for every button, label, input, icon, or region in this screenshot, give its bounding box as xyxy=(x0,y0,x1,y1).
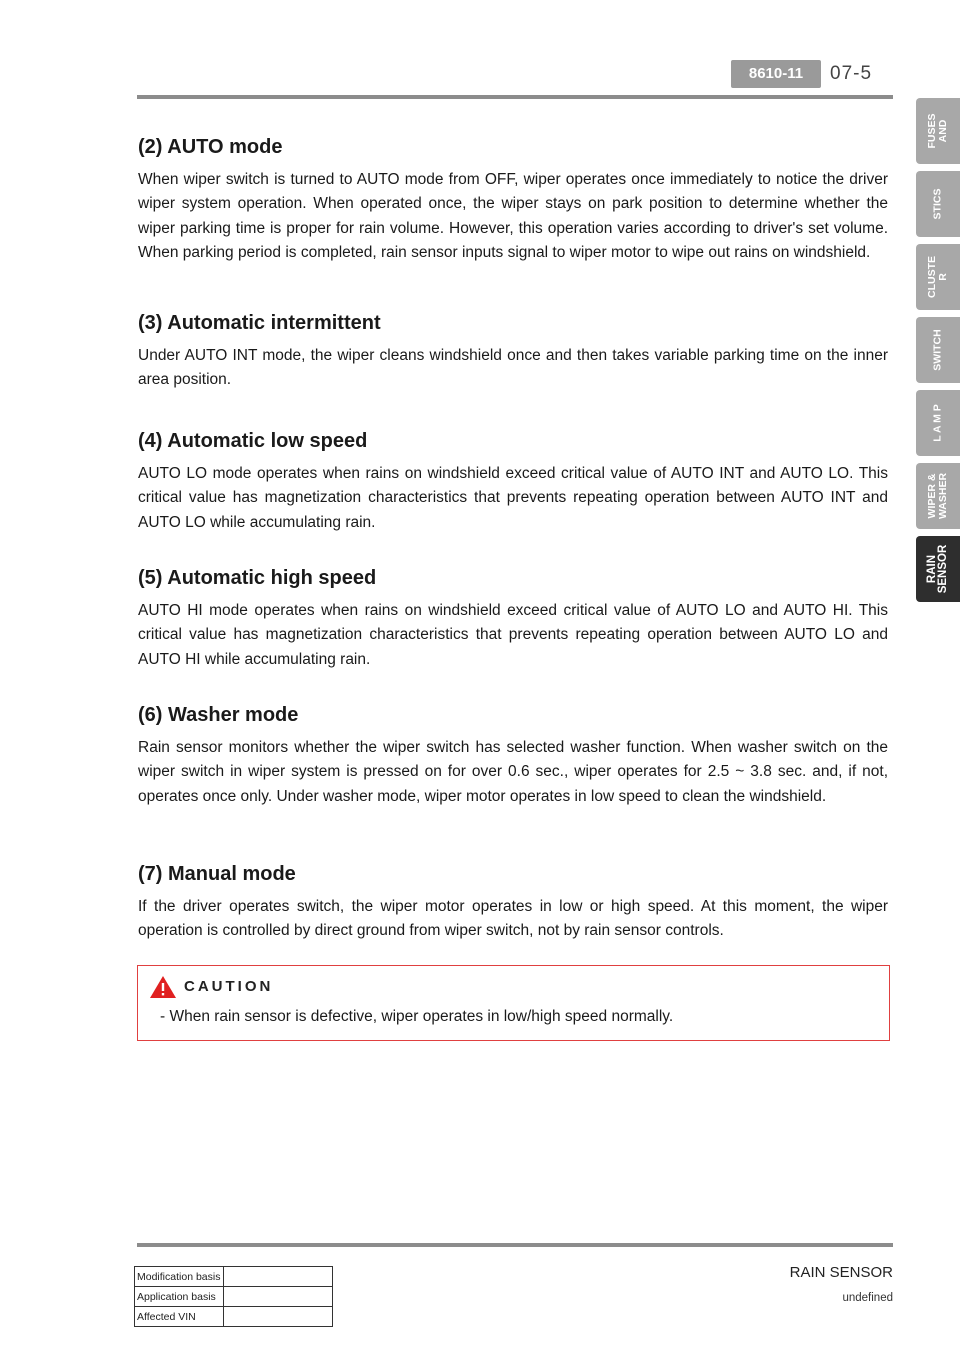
table-row xyxy=(135,1267,333,1287)
bottom-divider xyxy=(137,1243,893,1247)
table-cell-value xyxy=(224,1307,333,1327)
caution-box xyxy=(137,965,890,1041)
table-row xyxy=(135,1287,333,1307)
tab-label: WIPER & WASHER xyxy=(926,472,949,520)
section-automatic-low-speed xyxy=(138,428,888,535)
section-title: (6) Washer mode xyxy=(138,704,299,726)
section-auto-mode xyxy=(138,134,888,265)
table-cell-value xyxy=(224,1267,333,1287)
caution-item: - When rain sensor is defective, wiper operates in low/high speed normally. xyxy=(160,1008,674,1025)
section-washer-mode xyxy=(138,702,888,809)
tab-label: CLUSTE R xyxy=(926,256,949,298)
section-code-badge: 8610-11 xyxy=(731,60,821,88)
page-number: 07-5 xyxy=(830,63,873,84)
caution-title: CAUTION xyxy=(184,978,274,995)
section-body: AUTO HI mode operates when rains on windshield exceed critical value of AUTO LO and AUTO HI. This critical value has magnetization characteristics that prevents repeating operation between AUTO LO and AUTO HI while accumulating rain. xyxy=(138,602,888,668)
tab-wiper-washer[interactable] xyxy=(916,463,960,529)
table-cell-label: Application basis xyxy=(135,1287,224,1307)
section-title: (7) Manual mode xyxy=(138,863,296,885)
section-automatic-intermittent xyxy=(138,310,888,393)
footer-title: RAIN SENSOR xyxy=(789,1264,893,1281)
tab-label: RAIN SENSOR xyxy=(926,544,949,594)
footer-subtitle: undefined xyxy=(842,1292,893,1304)
warning-triangle-icon xyxy=(148,974,178,1000)
modification-table xyxy=(134,1266,333,1327)
table-cell-value xyxy=(224,1287,333,1307)
table-row xyxy=(135,1307,333,1327)
tab-cluster[interactable] xyxy=(916,244,960,310)
table-cell-label: Affected VIN xyxy=(135,1307,224,1327)
tab-label: FUSES AND xyxy=(926,113,949,149)
section-body: Rain sensor monitors whether the wiper switch has selected washer function. When washer switch on the wiper switch in wiper system is pressed on for over 0.6 sec., wiper operates for 2.5 ~ 3.8 sec. and, if not, operates once only. Under washer mode, wiper motor operates in low speed to clean the windshield. xyxy=(138,739,888,805)
section-title: (3) Automatic intermittent xyxy=(138,312,381,334)
tab-label: SWITCH xyxy=(931,329,944,371)
section-title: (4) Automatic low speed xyxy=(138,430,368,452)
section-title: (2) AUTO mode xyxy=(138,136,283,158)
tab-fuses[interactable] xyxy=(916,98,960,164)
section-manual-mode xyxy=(138,861,888,944)
section-body: AUTO LO mode operates when rains on windshield exceed critical value of AUTO INT and AUTO LO. This critical value has magnetization characteristics that prevents repeating operation between AUTO INT and AUTO LO while accumulating rain. xyxy=(138,465,888,531)
top-divider xyxy=(137,95,893,99)
tab-label: L A M P xyxy=(931,404,944,442)
tab-rain-sensor[interactable] xyxy=(916,536,960,602)
section-body: When wiper switch is turned to AUTO mode from OFF, wiper operates once immediately to notice the driver wiper system operation. When operated once, the wiper stays on park position to determine whether the wiper parking time is proper for rain volume. However, this operation varies according to driver's set volume. When parking period is completed, rain sensor inputs signal to wiper motor to wipe out rains on windshield. xyxy=(138,171,888,261)
tab-label: STICS xyxy=(931,188,944,220)
section-automatic-high-speed xyxy=(138,565,888,672)
tab-switch[interactable] xyxy=(916,317,960,383)
section-body: Under AUTO INT mode, the wiper cleans windshield once and then takes variable parking time on the inner area position. xyxy=(138,347,888,389)
table-cell-label: Modification basis xyxy=(135,1267,224,1287)
section-body: If the driver operates switch, the wiper motor operates in low or high speed. At this moment, the wiper operation is controlled by direct ground from wiper switch, not by rain sensor controls. xyxy=(138,898,888,940)
tab-lamp[interactable] xyxy=(916,390,960,456)
tab-diagnostics[interactable] xyxy=(916,171,960,237)
section-title: (5) Automatic high speed xyxy=(138,567,377,589)
